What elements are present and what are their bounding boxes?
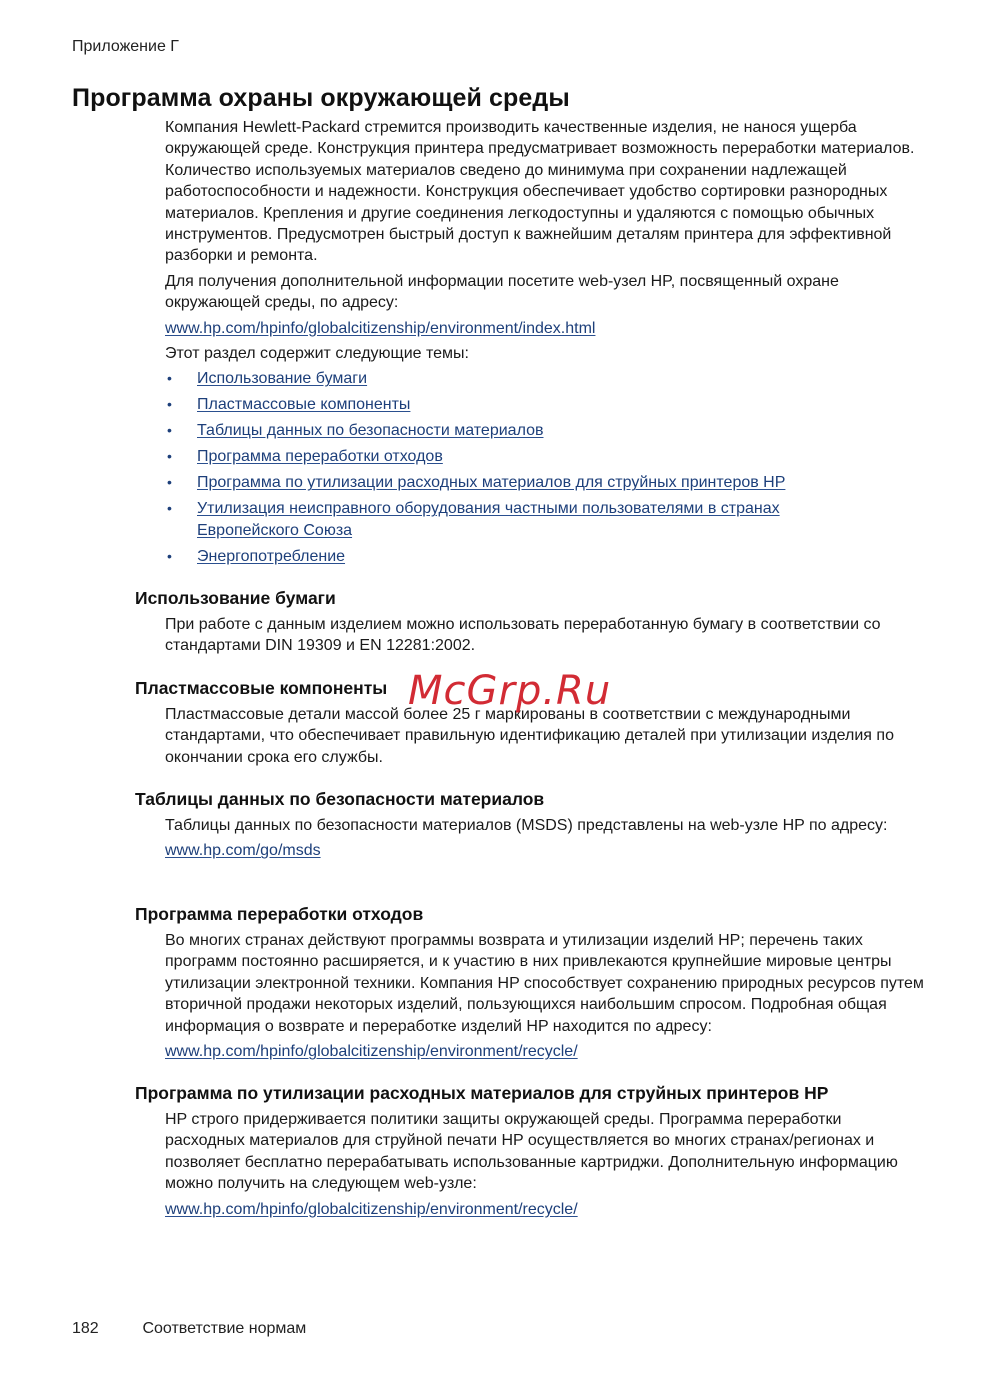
toc-item bbox=[165, 420, 925, 441]
page-title: Программа охраны окружающей среды bbox=[72, 84, 570, 112]
toc-link-paper[interactable]: Использование бумаги bbox=[197, 370, 368, 388]
section-heading-plastics: Пластмассовые компоненты bbox=[135, 678, 388, 698]
toc-link-eu-disposal[interactable]: Утилизация неисправного оборудования частными пользователями в странах Европейского Союза bbox=[197, 500, 780, 539]
section-heading-paper: Использование бумаги bbox=[135, 588, 336, 608]
toc-item bbox=[165, 394, 925, 415]
msds-text: Таблицы данных по безопасности материалов (MSDS) представлены на web-узле HP по адресу: bbox=[165, 817, 888, 834]
intro-paragraph: Компания Hewlett-Packard стремится производить качественные изделия, не нанося ущерба окружающей среде. Конструкция принтера предусматривает возможность переработки материалов. Количество используемых материалов сведено до минимума при сохранении надлежащей работоспособности и надежности. Конструкция обеспечивает удобство сортировки разнородных материалов. Крепления и другие соединения легкодоступны и удаляются с помощью обычных инструментов. Предусмотрен быстрый доступ к важнейшим деталям принтера для эффективной разборки и ремонта. bbox=[165, 119, 915, 265]
toc-link-msds[interactable]: Таблицы данных по безопасности материалов bbox=[197, 422, 544, 440]
page-footer bbox=[72, 1320, 306, 1338]
recycling-text: Во многих странах действуют программы возврата и утилизации изделий HP; перечень таких программ постоянно расширяется, и к участию в них привлекаются крупнейшие мировые центры утилизации электронной техники. Компания HP способствует сохранению природных ресурсов путем вторичной продажи некоторых изделий, пользующихся наибольшим спросом. Подробная общая информация о возврате и переработке изделий HP находится по адресу: bbox=[165, 932, 924, 1035]
environment-link[interactable]: www.hp.com/hpinfo/globalcitizenship/environment/index.html bbox=[165, 319, 596, 337]
section-heading-msds: Таблицы данных по безопасности материалов bbox=[135, 789, 545, 809]
section-heading-supplies: Программа по утилизации расходных материалов для струйных принтеров HP bbox=[135, 1083, 829, 1103]
toc-item bbox=[165, 368, 925, 389]
recycle-link[interactable]: www.hp.com/hpinfo/globalcitizenship/environment/recycle/ bbox=[165, 1043, 578, 1061]
bullet-icon: • bbox=[167, 500, 172, 517]
page-number: 182 bbox=[72, 1320, 99, 1337]
section-heading-recycling: Программа переработки отходов bbox=[135, 904, 424, 924]
toc-link-plastics[interactable]: Пластмассовые компоненты bbox=[197, 396, 411, 414]
more-info-paragraph: Для получения дополнительной информации посетите web-узел HP, посвященный охране окружающей среды, по адресу: bbox=[165, 272, 839, 312]
bullet-icon: • bbox=[167, 370, 172, 387]
msds-link[interactable]: www.hp.com/go/msds bbox=[165, 842, 321, 860]
paper-block bbox=[165, 614, 925, 657]
bullet-icon: • bbox=[167, 547, 172, 564]
supplies-recycle-link[interactable]: www.hp.com/hpinfo/globalcitizenship/environment/recycle/ bbox=[165, 1200, 578, 1218]
toc-item bbox=[165, 498, 837, 541]
footer-chapter: Соответствие нормам bbox=[142, 1320, 307, 1337]
toc-link-supplies[interactable]: Программа по утилизации расходных материалов для струйных принтеров HP bbox=[197, 474, 786, 492]
supplies-block bbox=[165, 1109, 925, 1220]
toc-item bbox=[165, 546, 925, 567]
bullet-icon: • bbox=[167, 422, 172, 439]
toc-link-recycling[interactable]: Программа переработки отходов bbox=[197, 448, 443, 466]
intro-block bbox=[165, 117, 925, 572]
plastics-block bbox=[165, 704, 925, 768]
watermark: McGrp.Ru bbox=[408, 668, 612, 714]
running-head: Приложение Г bbox=[72, 38, 179, 55]
toc-item bbox=[165, 446, 925, 467]
msds-block bbox=[165, 815, 895, 862]
recycling-block bbox=[165, 930, 925, 1062]
plastics-text: Пластмассовые детали массой более 25 г маркированы в соответствии с международными стандартами, что обеспечивает правильную идентификацию деталей при утилизации изделия по окончании срока его службы. bbox=[165, 706, 894, 766]
topics-list bbox=[165, 368, 925, 567]
paper-text: При работе с данным изделием можно использовать переработанную бумагу в соответствии со стандартами DIN 19309 и EN 12281:2002. bbox=[165, 616, 881, 655]
bullet-icon: • bbox=[167, 474, 172, 491]
bullet-icon: • bbox=[167, 396, 172, 413]
toc-intro: Этот раздел содержит следующие темы: bbox=[165, 345, 469, 363]
toc-link-energy[interactable]: Энергопотребление bbox=[197, 547, 346, 565]
bullet-icon: • bbox=[167, 448, 172, 465]
toc-item bbox=[165, 472, 925, 493]
supplies-text: HP строго придерживается политики защиты окружающей среды. Программа переработки расходных материалов для струйной печати HP осуществляется во многих странах/регионах и позволяет бесплатно перерабатывать использованные картриджи. Дополнительную информацию можно получить на следующем web-узле: bbox=[165, 1111, 898, 1193]
